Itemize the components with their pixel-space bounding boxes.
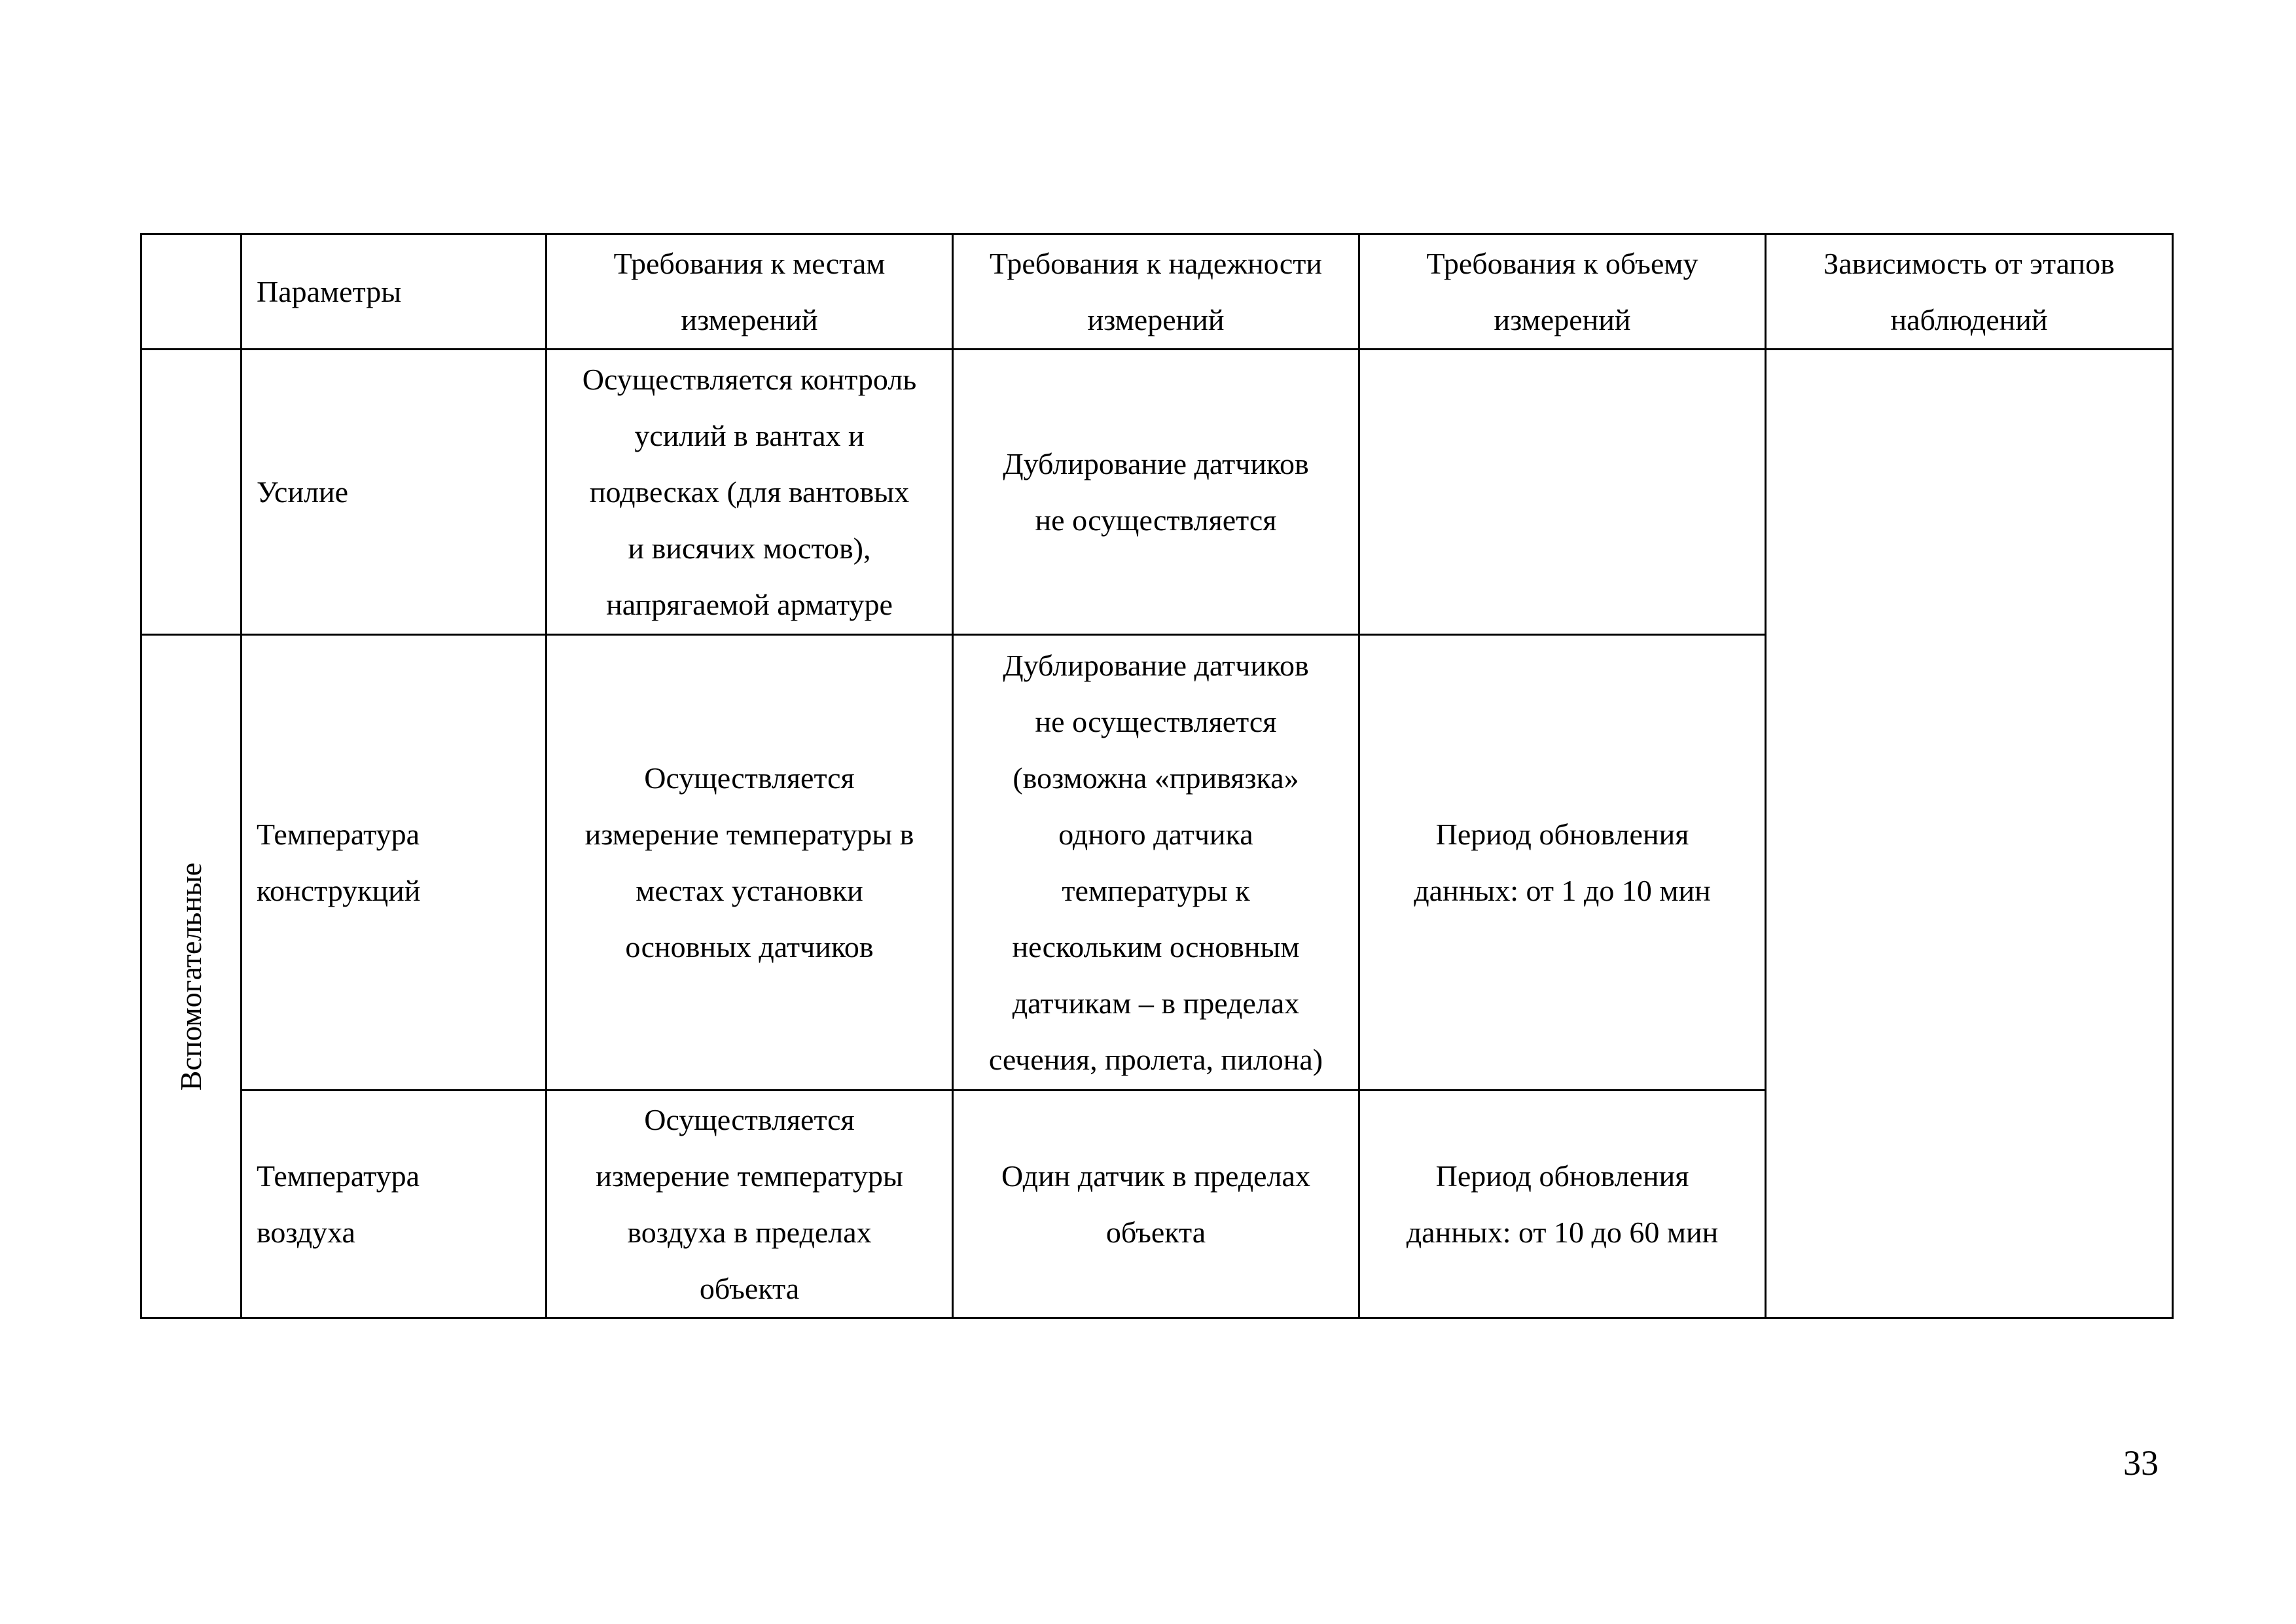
requirements-table bbox=[140, 233, 2174, 1319]
row-places: Осуществляется измерение температуры воздуха в пределах объекта bbox=[547, 1091, 953, 1318]
row-volume: Период обновления данных: от 1 до 10 мин bbox=[1359, 635, 1766, 1091]
row-parameter: Температура конструкций bbox=[242, 635, 547, 1091]
header-parameters: Параметры bbox=[242, 234, 547, 350]
table-header-row bbox=[141, 234, 2173, 350]
row-parameter: Температура воздуха bbox=[242, 1091, 547, 1318]
page-number: 33 bbox=[2123, 1443, 2159, 1483]
row-parameter: Усилие bbox=[242, 350, 547, 635]
row-places: Осуществляется измерение температуры в местах установки основных датчиков bbox=[547, 635, 953, 1091]
stage-dependency-cell bbox=[1766, 350, 2173, 1318]
header-volume: Требования к объему измерений bbox=[1359, 234, 1766, 350]
group-label-wrap bbox=[142, 862, 240, 1091]
group-label: Вспомогательные bbox=[174, 862, 207, 1091]
header-group-cell bbox=[141, 234, 242, 350]
header-stage-dependency: Зависимость от этапов наблюдений bbox=[1766, 234, 2173, 350]
header-places: Требования к местам измерений bbox=[547, 234, 953, 350]
table-row bbox=[141, 350, 2173, 635]
row-places: Осуществляется контроль усилий в вантах и подвесках (для вантовых и висячих мостов), напрягаемой арматуре bbox=[547, 350, 953, 635]
row-volume bbox=[1359, 350, 1766, 635]
group-blank-cell bbox=[141, 350, 242, 635]
header-reliability: Требования к надежности измерений bbox=[953, 234, 1359, 350]
row-reliability: Один датчик в пределах объекта bbox=[953, 1091, 1359, 1318]
row-reliability: Дублирование датчиков не осуществляется (возможна «привязка» одного датчика температуры к нескольким основным датчикам – в пределах сечения, пролета, пилона) bbox=[953, 635, 1359, 1091]
row-volume: Период обновления данных: от 10 до 60 мин bbox=[1359, 1091, 1766, 1318]
row-reliability: Дублирование датчиков не осуществляется bbox=[953, 350, 1359, 635]
group-label-cell bbox=[141, 635, 242, 1318]
